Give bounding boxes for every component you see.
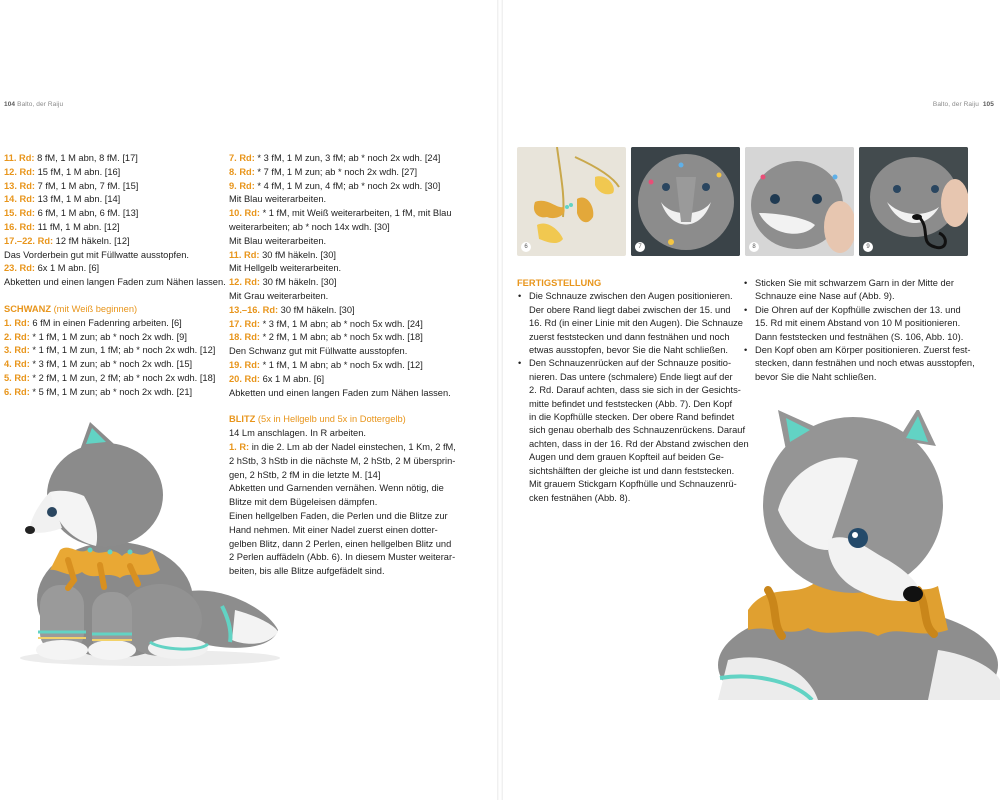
round-line: 12. Rd: 30 fM häkeln. [30] <box>229 277 337 288</box>
instruction-text: Mit Blau weiterarbeiten. <box>229 235 327 246</box>
round-line: 2. Rd: * 1 fM, 1 M zun; ab * noch 2x wdh. [9] <box>4 331 187 342</box>
round-line: 19. Rd: * 1 fM, 1 M abn; ab * noch 5x wdh. [12] <box>229 359 423 370</box>
instruction-text: beiten, bis alle Blitze aufgefädelt sind. <box>229 566 385 577</box>
instruction-text: Mit Blau weiterarbeiten. <box>229 194 327 205</box>
round-line: 1. Rd: 6 fM in einen Fadenring arbeiten. [6] <box>4 317 182 328</box>
instruction-text: 2 Perlen auffädeln (Abb. 6). In diesem Muster weiterar- <box>229 552 456 563</box>
round-line: 13. Rd: 7 fM, 1 M abn, 7 fM. [15] <box>4 180 139 191</box>
photo-label: 6 <box>521 242 531 252</box>
round-line: 15. Rd: 6 fM, 1 M abn, 6 fM. [13] <box>4 208 139 219</box>
round-line: 17.–22. Rd: 12 fM häkeln. [12] <box>4 235 130 246</box>
round-line: 3. Rd: * 1 fM, 1 M zun, 1 fM; ab * noch 2x wdh. [12] <box>4 345 216 356</box>
photo-label: 8 <box>749 242 759 252</box>
round-line: 1. R: in die 2. Lm ab der Nadel einstechen, 1 Km, 2 fM, <box>229 441 456 452</box>
wolf-amigurumi-photo <box>10 420 295 670</box>
round-line: 17. Rd: * 3 fM, 1 M abn; ab * noch 5x wdh. [24] <box>229 318 423 329</box>
step-photo-7 <box>631 147 740 256</box>
left-page-header <box>4 101 63 108</box>
round-line: 16. Rd: 11 fM, 1 M abn. [12] <box>4 221 120 232</box>
wolf-closeup-photo <box>708 410 1000 700</box>
instruction-text: Den Schwanz gut mit Füllwatte ausstopfen. <box>229 346 408 357</box>
round-line: 11. Rd: 30 fM häkeln. [30] <box>229 249 336 260</box>
round-line: 9. Rd: * 4 fM, 1 M zun, 4 fM; ab * noch 2x wdh. [30] <box>229 180 441 191</box>
instruction-text: gen, 2 hStb, 2 fM in die letzte M. [14] <box>229 469 381 480</box>
list-item: • Den Schnauzenrücken auf der Schnauze positio- nieren. Das untere (schmalere) Ende liegt auf der 2. Rd. Darauf achten, dass sie sich in der Gesichts- mitte befindet und feststecken (Abb. 7). Den Kopf in die Kopfhülle stecken. Der obere Rand befindet sich genau oberhalb des Schnauzenrückens. Darauf achten, dass in der 16. Rd der Abstand zwischen den Augen und dem grauen Kopfteil auf beiden Ge- sichtshälften der gleiche ist und dann feststecken. Mit grauem Stickgarn Kopfhülle und Schnauzenrü- cken festnähen (Abb. 8). <box>517 357 747 504</box>
instruction-text: Abketten und einen langen Faden zum Nähen lassen. <box>4 277 226 288</box>
round-line: 10. Rd: * 1 fM, mit Weiß weiterarbeiten, 1 fM, mit Blau <box>229 208 452 219</box>
left-page <box>0 0 497 800</box>
instruction-text: Hand nehmen. Mit einer Nadel zuerst einen dotter- <box>229 524 438 535</box>
round-line: 13.–16. Rd: 30 fM häkeln. [30] <box>229 304 355 315</box>
round-line: 23. Rd: 6x 1 M abn. [6] <box>4 263 100 274</box>
section-heading-fertigstellung: FERTIGSTELLUNG <box>517 278 602 288</box>
instruction-text: gelben Blitz, dann 2 Perlen, einen hellgelben Blitz und <box>229 538 452 549</box>
step-photo-6 <box>517 147 626 256</box>
instructions-column-1 <box>4 152 224 400</box>
round-line: 6. Rd: * 5 fM, 1 M zun; ab * noch 2x wdh. [21] <box>4 386 193 397</box>
round-line: 4. Rd: * 3 fM, 1 M zun; ab * noch 2x wdh. [15] <box>4 359 193 370</box>
section-heading-schwanz: SCHWANZ (mit Weiß beginnen) <box>4 303 138 314</box>
round-line: 18. Rd: * 2 fM, 1 M abn; ab * noch 5x wdh. [18] <box>229 332 423 343</box>
instruction-text: Abketten und Garnenden vernähen. Wenn nötig, die <box>229 483 444 494</box>
list-item: • Den Kopf oben am Körper positionieren. Zuerst fest- stecken, dann festnähen und noch etwas ausstopfen, bevor Sie die Naht schließen. <box>743 344 988 384</box>
right-page-header <box>933 101 996 108</box>
instruction-text: weiterarbeiten; ab * noch 14x wdh. [30] <box>229 221 390 232</box>
round-line: 8. Rd: * 7 fM, 1 M zun; ab * noch 2x wdh. [27] <box>229 166 418 177</box>
left-running-title: Balto, der Raiju <box>17 101 64 108</box>
instruction-text: Abketten und einen langen Faden zum Nähen lassen. <box>229 387 451 398</box>
instruction-text: Mit Hellgelb weiterarbeiten. <box>229 263 342 274</box>
round-line: 11. Rd: 8 fM, 1 M abn, 8 fM. [17] <box>4 153 138 163</box>
step-photo-8 <box>745 147 854 256</box>
right-page-number: 105 <box>982 101 994 108</box>
photo-label: 9 <box>863 242 873 252</box>
round-line: 14. Rd: 13 fM, 1 M abn. [14] <box>4 194 121 205</box>
right-page <box>503 0 1000 800</box>
list-item: • Die Ohren auf der Kopfhülle zwischen der 13. und 15. Rd mit einem Abstand von 10 M positionieren. Dann feststecken und festnähen (S. 106, Abb. 10). <box>743 304 988 344</box>
round-line: 12. Rd: 15 fM, 1 M abn. [16] <box>4 166 121 177</box>
instructions-column-4 <box>743 277 988 384</box>
instruction-text: Mit Grau weiterarbeiten. <box>229 290 329 301</box>
right-running-title: Balto, der Raiju <box>932 101 979 108</box>
photo-label: 7 <box>635 242 645 252</box>
step-photo-9 <box>859 147 968 256</box>
instruction-text: 2 hStb, 3 hStb in die nächste M, 2 hStb, 2 M übersprin- <box>229 455 456 466</box>
instruction-text: 14 Lm anschlagen. In R arbeiten. <box>229 428 366 439</box>
instruction-text: Einen hellgelben Faden, die Perlen und die Blitze zur <box>229 510 448 521</box>
list-item: • Sticken Sie mit schwarzem Garn in der Mitte der Schnauze eine Nase auf (Abb. 9). <box>743 277 988 304</box>
round-line: 5. Rd: * 2 fM, 1 M zun, 2 fM; ab * noch 2x wdh. [18] <box>4 372 216 383</box>
round-line: 7. Rd: * 3 fM, 1 M zun, 3 fM; ab * noch 2x wdh. [24] <box>229 153 441 163</box>
left-page-number: 104 <box>4 101 16 108</box>
instruction-text: Das Vorderbein gut mit Füllwatte ausstopfen. <box>4 249 190 260</box>
round-line: 20. Rd: 6x 1 M abn. [6] <box>229 373 325 384</box>
list-item: • Die Schnauze zwischen den Augen positionieren. Der obere Rand liegt dabei zwischen der 15. und 16. Rd (in einer Linie mit den Augen). Die Schnauze zuerst feststecken und dann festnähen und noch etwas ausstopfen, bevor Sie die Naht schließen. <box>517 290 747 357</box>
instruction-text: Blitze mit dem Bügeleisen dämpfen. <box>229 497 378 508</box>
section-heading-blitz: BLITZ (5x in Hellgelb und 5x in Dottergelb) <box>229 414 406 425</box>
